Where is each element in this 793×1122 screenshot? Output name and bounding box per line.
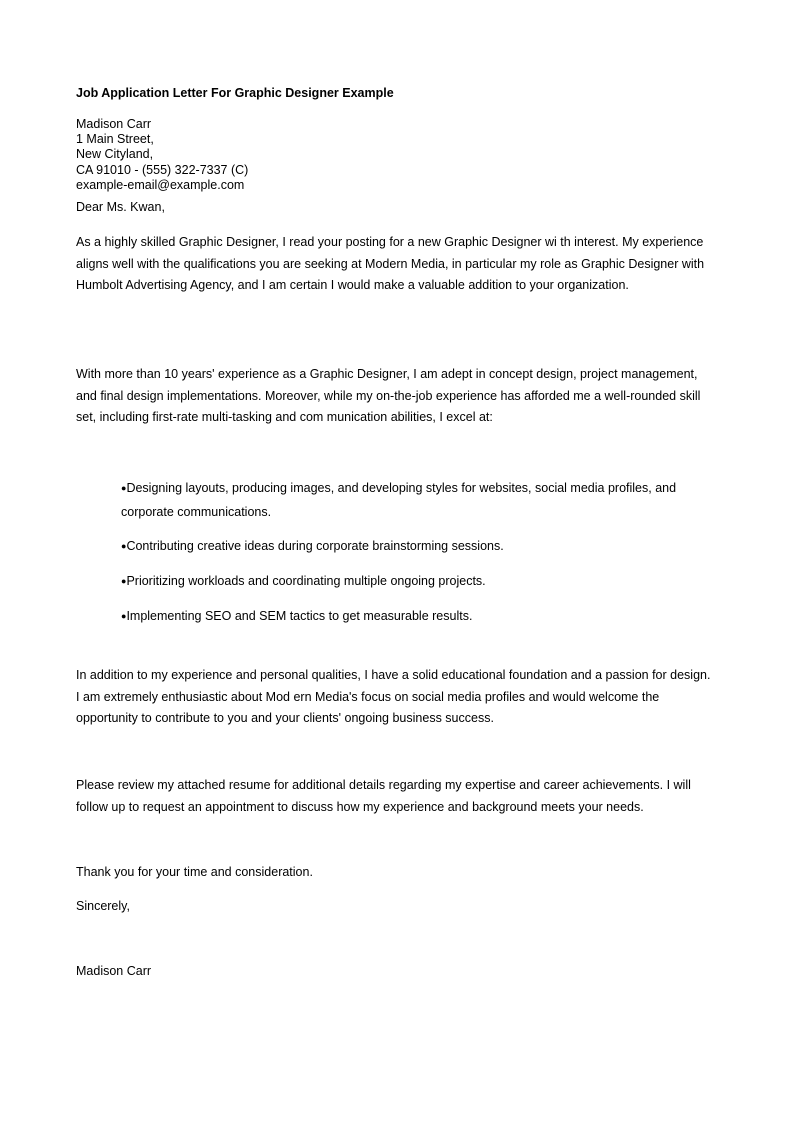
- list-item-text: Contributing creative ideas during corporate brainstorming sessions.: [126, 539, 504, 553]
- list-item: [121, 534, 721, 558]
- list-item-text: Implementing SEO and SEM tactics to get measurable results.: [126, 609, 473, 623]
- list-item-text: Prioritizing workloads and coordinating multiple ongoing projects.: [126, 574, 486, 588]
- sender-name: Madison Carr: [76, 117, 152, 131]
- list-item-text: Designing layouts, producing images, and developing styles for websites, social media profiles, and corporate communications.: [121, 481, 677, 519]
- sender-address-block: [76, 117, 248, 193]
- signature-name: Madison Carr: [76, 964, 152, 978]
- bullet-icon: ●: [121, 576, 127, 586]
- bullet-icon: ●: [121, 611, 127, 621]
- salutation: Dear Ms. Kwan,: [76, 200, 165, 214]
- paragraph-thanks: Thank you for your time and consideration.: [76, 865, 313, 879]
- list-item: [121, 476, 721, 524]
- bullet-icon: ●: [121, 483, 127, 493]
- sender-city: New Cityland,: [76, 147, 154, 162]
- sender-state-zip-phone: CA 91010 - (555) 322-7337 (C): [76, 162, 249, 177]
- paragraph-education: In addition to my experience and personal qualities, I have a solid educational foundation and a passion for design. I am extremely enthusiastic about Mod ern Media's focus on social media profiles and would welcome the opportunity to contribute to you and your clients' ongoing business success.: [76, 668, 711, 726]
- paragraph-intro: As a highly skilled Graphic Designer, I read your posting for a new Graphic Designer wi th interest. My experience aligns well with the qualifications you are seeking at Modern Media, in particular my role as Graphic Designer with Humbolt Advertising Agency, and I am certain I would make a valuable addition to your organization.: [76, 235, 705, 293]
- list-item: [121, 569, 721, 593]
- document-title: Job Application Letter For Graphic Designer Example: [76, 86, 394, 100]
- paragraph-follow-up: Please review my attached resume for additional details regarding my expertise and career achievements. I will follow up to request an appointment to discuss how my experience and background meets your needs.: [76, 778, 691, 814]
- closing: Sincerely,: [76, 899, 130, 913]
- list-item: [121, 604, 721, 628]
- sender-street: 1 Main Street,: [76, 132, 154, 147]
- sender-email: example-email@example.com: [76, 177, 245, 192]
- bullet-icon: ●: [121, 541, 127, 551]
- paragraph-experience: With more than 10 years' experience as a Graphic Designer, I am adept in concept design, project management, and final design implementations. Moreover, while my on-the-job experience has afforded me a well-rounded skill set, including first-rate multi-tasking and com munication abilities, I excel at:: [76, 367, 701, 425]
